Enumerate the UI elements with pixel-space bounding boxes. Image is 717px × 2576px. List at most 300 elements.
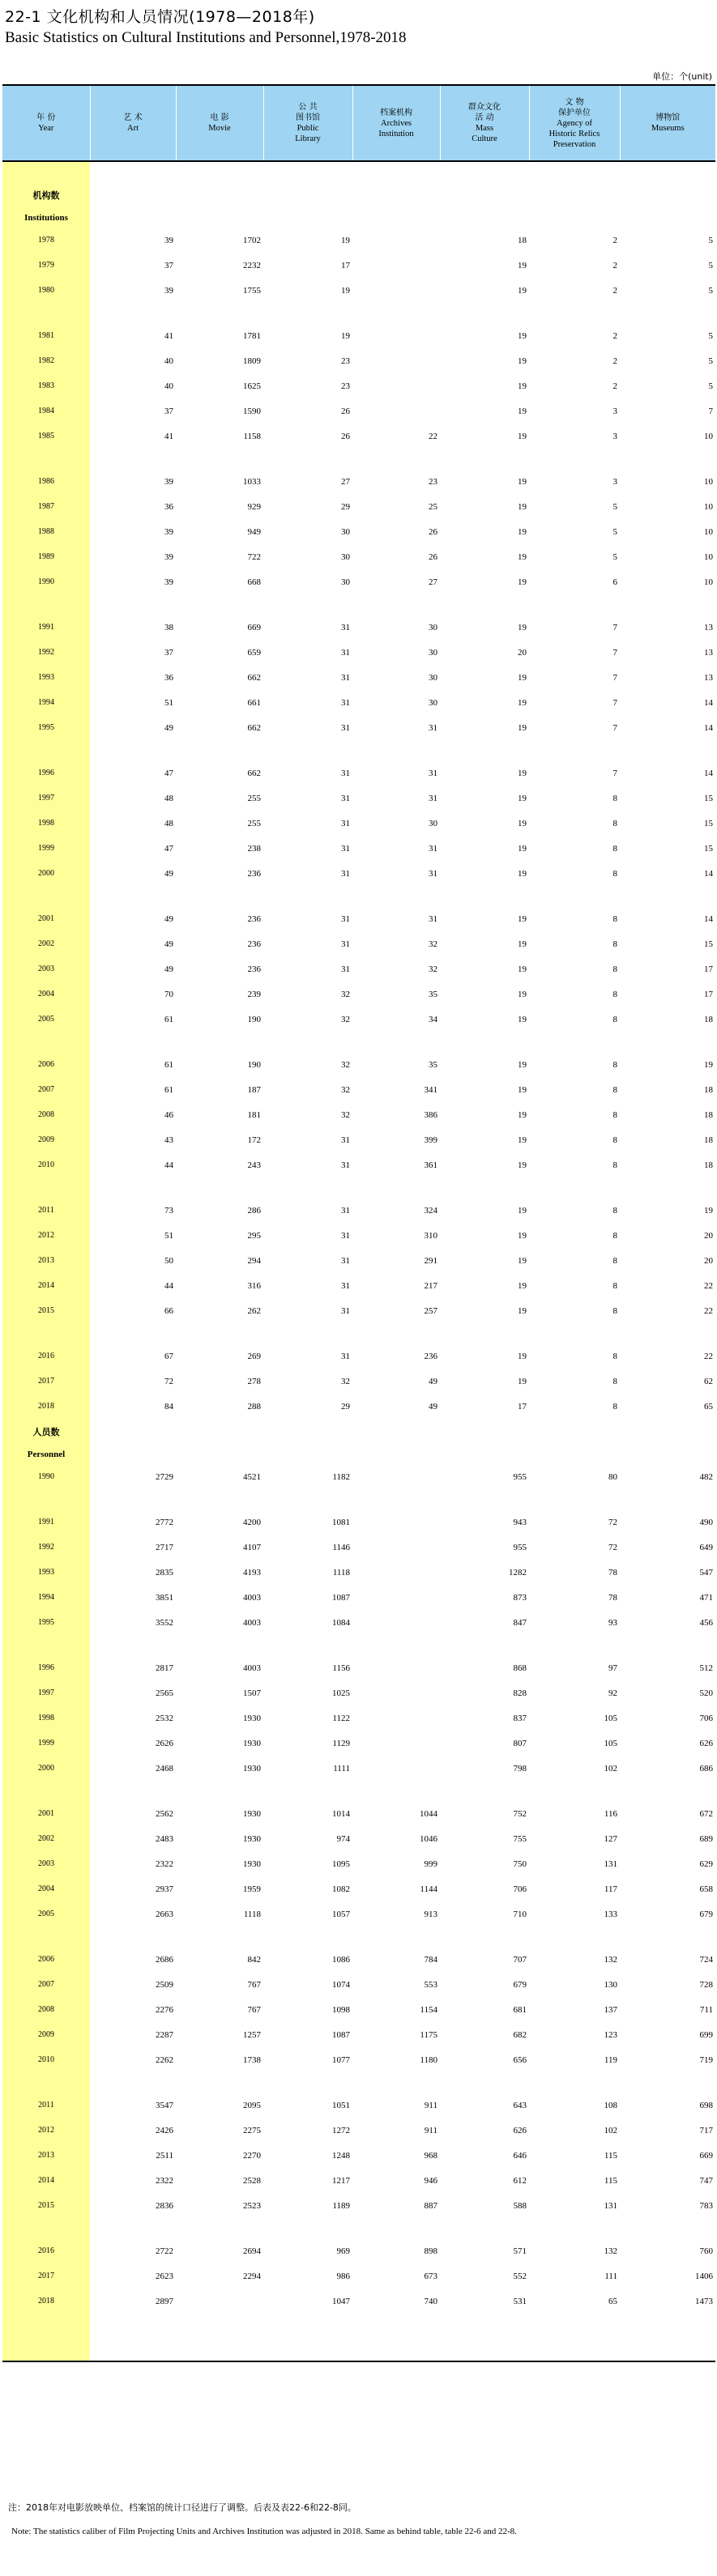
table-row: [2, 2093, 715, 2118]
value-cell: 1755: [243, 285, 261, 296]
value-cell: 2262: [156, 2054, 173, 2065]
value-cell: 19: [518, 1014, 527, 1024]
table-row: [2, 2022, 715, 2047]
value-cell: [352, 373, 440, 398]
value-cell: 1047: [332, 2296, 350, 2306]
value-cell: 32: [341, 1109, 350, 1120]
value-cell: 2562: [156, 1808, 173, 1819]
year-cell: 1994: [2, 1585, 90, 1610]
value-cell: 41: [164, 330, 173, 341]
value-cell: 8: [612, 1160, 617, 1170]
value-cell: 278: [247, 1376, 261, 1386]
value-cell: 15: [704, 843, 713, 854]
value-cell: 62: [704, 1376, 713, 1386]
value-cell: 1189: [332, 2200, 350, 2211]
section-heading: Institutions: [2, 207, 90, 228]
value-cell: 17: [704, 964, 713, 974]
value-cell: 1084: [332, 1617, 350, 1628]
value-cell: 84: [164, 1401, 173, 1411]
value-cell: 19: [518, 622, 527, 632]
value-cell: 1272: [332, 2125, 350, 2135]
value-cell: 131: [604, 2200, 617, 2211]
column-header: [620, 85, 715, 161]
value-cell: 19: [518, 1376, 527, 1386]
value-cell: 659: [247, 647, 261, 658]
value-cell: 5: [708, 330, 713, 341]
value-cell: 5: [612, 551, 617, 562]
value-cell: 1074: [332, 1979, 350, 1990]
value-cell: 10: [704, 577, 713, 587]
value-cell: 1930: [243, 1833, 261, 1844]
table-row: [2, 931, 715, 956]
year-cell: 1992: [2, 640, 90, 665]
value-cell: 31: [429, 768, 437, 778]
value-cell: 1095: [332, 1859, 350, 1869]
value-cell: 646: [513, 2150, 527, 2161]
value-cell: 471: [699, 1592, 713, 1603]
table-row: [2, 1007, 715, 1032]
value-cell: 807: [513, 1738, 527, 1748]
value-cell: 10: [704, 501, 713, 512]
value-cell: 552: [513, 2271, 527, 2281]
value-cell: 40: [164, 381, 173, 391]
table-row: [2, 1052, 715, 1077]
value-cell: 8: [612, 793, 617, 803]
value-cell: 1702: [243, 235, 261, 245]
value-cell: [352, 1610, 440, 1635]
value-cell: 361: [424, 1160, 437, 1170]
value-cell: 19: [518, 1230, 527, 1241]
value-cell: 26: [429, 526, 437, 537]
value-cell: 662: [247, 768, 261, 778]
year-cell: 1996: [2, 760, 90, 786]
value-cell: 1473: [695, 2296, 713, 2306]
value-cell: 105: [604, 1738, 617, 1748]
value-cell: 2836: [156, 2200, 173, 2211]
value-cell: 19: [518, 356, 527, 366]
value-cell: 1930: [243, 1808, 261, 1819]
value-cell: 19: [518, 793, 527, 803]
year-cell: 1998: [2, 1705, 90, 1731]
year-cell: 1995: [2, 1610, 90, 1635]
value-cell: 2095: [243, 2100, 261, 2110]
value-cell: 44: [164, 1160, 173, 1170]
table-row: [2, 760, 715, 786]
value-cell: 2: [612, 330, 617, 341]
value-cell: 1086: [332, 1954, 350, 1965]
value-cell: 629: [699, 1859, 713, 1869]
value-cell: 2937: [156, 1884, 173, 1894]
value-cell: 7: [612, 768, 617, 778]
value-cell: 19: [518, 1135, 527, 1145]
value-cell: 19: [704, 1205, 713, 1216]
value-cell: 34: [429, 1014, 437, 1024]
spacer-row: [2, 303, 715, 323]
year-cell: 2014: [2, 1273, 90, 1298]
value-cell: 2686: [156, 1954, 173, 1965]
value-cell: 2694: [243, 2246, 261, 2256]
value-cell: 968: [424, 2150, 437, 2161]
value-cell: 30: [341, 551, 350, 562]
value-cell: 2897: [156, 2296, 173, 2306]
year-cell: 2016: [2, 1343, 90, 1369]
value-cell: 2626: [156, 1738, 173, 1748]
value-cell: 31: [341, 768, 350, 778]
value-cell: 35: [429, 989, 437, 999]
section-heading: Personnel: [2, 1444, 90, 1464]
year-cell: 1987: [2, 494, 90, 519]
value-cell: 2270: [243, 2150, 261, 2161]
table-row: [2, 665, 715, 690]
table-row: [2, 494, 715, 519]
table-row: [2, 228, 715, 253]
value-cell: 286: [247, 1205, 261, 1216]
value-cell: 2426: [156, 2125, 173, 2135]
value-cell: 19: [704, 1059, 713, 1070]
column-header-cn: 档案机构: [380, 108, 412, 117]
section-heading-row: [2, 1444, 715, 1464]
value-cell: 19: [518, 501, 527, 512]
value-cell: 115: [604, 2175, 617, 2186]
value-cell: 49: [164, 964, 173, 974]
year-cell: 2010: [2, 2047, 90, 2072]
value-cell: 1014: [332, 1808, 350, 1819]
value-cell: 2523: [243, 2200, 261, 2211]
value-cell: 955: [513, 1542, 527, 1552]
value-cell: 5: [612, 501, 617, 512]
value-cell: 102: [604, 1763, 617, 1773]
value-cell: 8: [612, 1230, 617, 1241]
value-cell: 22: [704, 1351, 713, 1361]
value-cell: 1156: [332, 1663, 350, 1673]
table-row: [2, 253, 715, 278]
value-cell: 294: [247, 1255, 261, 1266]
value-cell: 8: [612, 1255, 617, 1266]
value-cell: 32: [341, 989, 350, 999]
spacer-row: [2, 2072, 715, 2093]
value-cell: 2: [612, 285, 617, 296]
table-row: [2, 1198, 715, 1223]
value-cell: 1118: [243, 1909, 261, 1919]
value-cell: 19: [518, 722, 527, 733]
value-cell: 707: [513, 1954, 527, 1965]
value-cell: 740: [424, 2296, 437, 2306]
table-row: [2, 1535, 715, 1560]
value-cell: 2729: [156, 1471, 173, 1482]
value-cell: 969: [336, 2246, 350, 2256]
table-row: [2, 323, 715, 348]
table-row: [2, 861, 715, 886]
value-cell: 2: [612, 356, 617, 366]
value-cell: 19: [518, 330, 527, 341]
value-cell: 1930: [243, 1713, 261, 1723]
value-cell: 26: [341, 406, 350, 416]
value-cell: 72: [608, 1517, 617, 1527]
column-header-en: Public Library: [295, 124, 321, 143]
value-cell: 31: [341, 647, 350, 658]
value-cell: 26: [429, 551, 437, 562]
table-row: [2, 1152, 715, 1177]
year-cell: 2004: [2, 1876, 90, 1901]
table-row: [2, 348, 715, 373]
value-cell: 689: [699, 1833, 713, 1844]
value-cell: 316: [247, 1280, 261, 1291]
value-cell: 324: [424, 1205, 437, 1216]
value-cell: 7: [612, 722, 617, 733]
value-cell: 44: [164, 1280, 173, 1291]
unit-label: 单位：个(unit): [652, 71, 712, 82]
value-cell: [352, 1560, 440, 1585]
value-cell: 946: [424, 2175, 437, 2186]
value-cell: 15: [704, 818, 713, 828]
value-cell: 1077: [332, 2054, 350, 2065]
value-cell: 32: [341, 1376, 350, 1386]
value-cell: 40: [164, 356, 173, 366]
year-cell: 1988: [2, 519, 90, 544]
value-cell: 61: [164, 1014, 173, 1024]
table-row: [2, 1585, 715, 1610]
value-cell: 131: [604, 1859, 617, 1869]
year-cell: 1989: [2, 544, 90, 569]
value-cell: 8: [612, 1305, 617, 1316]
value-cell: 8: [612, 1084, 617, 1095]
year-cell: 2006: [2, 1052, 90, 1077]
value-cell: 257: [424, 1305, 437, 1316]
value-cell: 32: [429, 964, 437, 974]
column-header-en: Agency of Historic Relics Preservation: [548, 118, 600, 149]
value-cell: 999: [424, 1859, 437, 1869]
year-cell: 1997: [2, 1680, 90, 1705]
table-row: [2, 2238, 715, 2263]
table-row: [2, 906, 715, 931]
value-cell: [352, 1655, 440, 1680]
year-cell: 2017: [2, 2263, 90, 2289]
year-cell: 1998: [2, 811, 90, 836]
value-cell: [352, 1509, 440, 1535]
value-cell: 31: [341, 818, 350, 828]
table-row: [2, 1464, 715, 1489]
value-cell: 19: [341, 235, 350, 245]
value-cell: 295: [247, 1230, 261, 1241]
value-cell: 2275: [243, 2125, 261, 2135]
value-cell: 3851: [156, 1592, 173, 1603]
value-cell: 35: [429, 1059, 437, 1070]
value-cell: [352, 228, 440, 253]
table-row: [2, 1369, 715, 1394]
value-cell: 133: [604, 1909, 617, 1919]
table-row: [2, 1801, 715, 1826]
value-cell: 291: [424, 1255, 437, 1266]
value-cell: 1590: [243, 406, 261, 416]
value-cell: 31: [341, 622, 350, 632]
value-cell: 681: [513, 2004, 527, 2015]
table-header-row: [2, 85, 715, 161]
value-cell: 123: [604, 2029, 617, 2040]
value-cell: 5: [708, 285, 713, 296]
year-cell: 1996: [2, 1655, 90, 1680]
value-cell: 20: [518, 647, 527, 658]
year-cell: 2017: [2, 1369, 90, 1394]
value-cell: 752: [513, 1808, 527, 1819]
value-cell: 39: [164, 285, 173, 296]
year-cell: 1986: [2, 469, 90, 494]
value-cell: 30: [429, 647, 437, 658]
value-cell: 132: [604, 1954, 617, 1965]
value-cell: 236: [424, 1351, 437, 1361]
value-cell: 1087: [332, 1592, 350, 1603]
value-cell: 728: [699, 1979, 713, 1990]
year-cell: 1978: [2, 228, 90, 253]
year-cell: 2003: [2, 1851, 90, 1876]
column-header-cn: 公 共 图书馆: [296, 103, 320, 122]
value-cell: 386: [424, 1109, 437, 1120]
table-row: [2, 836, 715, 861]
value-cell: 1257: [243, 2029, 261, 2040]
year-cell: 2000: [2, 861, 90, 886]
year-cell: 1984: [2, 398, 90, 424]
value-cell: 132: [604, 2246, 617, 2256]
value-cell: 717: [699, 2125, 713, 2135]
value-cell: 698: [699, 2100, 713, 2110]
value-cell: 547: [699, 1567, 713, 1578]
value-cell: [352, 323, 440, 348]
value-cell: 31: [429, 722, 437, 733]
value-cell: 17: [704, 989, 713, 999]
value-cell: 626: [513, 2125, 527, 2135]
value-cell: 8: [612, 1059, 617, 1070]
value-cell: 1282: [509, 1567, 527, 1578]
year-cell: 2011: [2, 1198, 90, 1223]
value-cell: 19: [518, 431, 527, 441]
value-cell: 661: [247, 697, 261, 708]
value-cell: 3: [612, 476, 617, 487]
value-cell: 31: [341, 1160, 350, 1170]
year-cell: 1982: [2, 348, 90, 373]
value-cell: 8: [612, 1401, 617, 1411]
value-cell: 520: [699, 1688, 713, 1698]
value-cell: 31: [341, 722, 350, 733]
value-cell: 19: [518, 1305, 527, 1316]
value-cell: 2: [612, 260, 617, 270]
value-cell: 19: [518, 381, 527, 391]
value-cell: 456: [699, 1617, 713, 1628]
value-cell: 48: [164, 793, 173, 803]
value-cell: 49: [164, 913, 173, 924]
table-row: [2, 2118, 715, 2143]
value-cell: 1046: [420, 1833, 437, 1844]
value-cell: 19: [518, 843, 527, 854]
value-cell: 19: [518, 672, 527, 683]
table-row: [2, 2047, 715, 2072]
value-cell: 1033: [243, 476, 261, 487]
value-cell: 190: [247, 1059, 261, 1070]
value-cell: 10: [704, 551, 713, 562]
value-cell: 649: [699, 1542, 713, 1552]
value-cell: 662: [247, 672, 261, 683]
value-cell: 8: [612, 1014, 617, 1024]
value-cell: 47: [164, 768, 173, 778]
value-cell: 1781: [243, 330, 261, 341]
value-cell: 19: [518, 1160, 527, 1170]
year-cell: 1997: [2, 786, 90, 811]
value-cell: 14: [704, 697, 713, 708]
value-cell: 2817: [156, 1663, 173, 1673]
year-cell: 1992: [2, 1535, 90, 1560]
value-cell: 1180: [420, 2054, 437, 2065]
table-row: [2, 544, 715, 569]
table-row: [2, 786, 715, 811]
value-cell: 755: [513, 1833, 527, 1844]
value-cell: 2532: [156, 1713, 173, 1723]
value-cell: 1625: [243, 381, 261, 391]
value-cell: 30: [429, 622, 437, 632]
value-cell: 19: [518, 1205, 527, 1216]
table-row: [2, 424, 715, 449]
value-cell: 1809: [243, 356, 261, 366]
value-cell: 43: [164, 1135, 173, 1145]
year-cell: 2004: [2, 981, 90, 1007]
value-cell: 14: [704, 868, 713, 879]
value-cell: 571: [513, 2246, 527, 2256]
value-cell: 49: [429, 1376, 437, 1386]
table-row: [2, 1731, 715, 1756]
value-cell: 20: [704, 1255, 713, 1266]
value-cell: 51: [164, 697, 173, 708]
value-cell: 18: [518, 235, 527, 245]
value-cell: 5: [612, 526, 617, 537]
value-cell: 50: [164, 1255, 173, 1266]
value-cell: 7: [612, 697, 617, 708]
value-cell: 1930: [243, 1763, 261, 1773]
value-cell: 2468: [156, 1763, 173, 1773]
statistics-table: [2, 84, 715, 2362]
value-cell: [352, 1756, 440, 1781]
value-cell: 887: [424, 2200, 437, 2211]
table-row: [2, 1947, 715, 1972]
value-cell: 130: [604, 1979, 617, 1990]
column-header-cn: 群众文化 活 动: [468, 103, 501, 122]
value-cell: 31: [341, 868, 350, 879]
value-cell: 1959: [243, 1884, 261, 1894]
table-row: [2, 569, 715, 594]
table-row: [2, 956, 715, 981]
value-cell: 31: [341, 843, 350, 854]
value-cell: 72: [164, 1376, 173, 1386]
value-cell: 31: [341, 1305, 350, 1316]
value-cell: 15: [704, 793, 713, 803]
value-cell: 847: [513, 1617, 527, 1628]
value-cell: 767: [247, 2004, 261, 2015]
year-cell: 2012: [2, 1223, 90, 1248]
value-cell: 92: [608, 1688, 617, 1698]
value-cell: 1406: [695, 2271, 713, 2281]
value-cell: 482: [699, 1471, 713, 1482]
value-cell: 65: [704, 1401, 713, 1411]
year-cell: 1980: [2, 278, 90, 303]
value-cell: 116: [604, 1808, 617, 1819]
value-cell: 23: [341, 356, 350, 366]
spacer-row: [2, 2314, 715, 2361]
spacer-row: [2, 1177, 715, 1198]
value-cell: 30: [429, 697, 437, 708]
table-row: [2, 1509, 715, 1535]
column-header: [352, 85, 440, 161]
value-cell: 111: [604, 2271, 617, 2281]
value-cell: 668: [247, 577, 261, 587]
value-cell: 39: [164, 551, 173, 562]
value-cell: 1154: [420, 2004, 437, 2015]
value-cell: [352, 278, 440, 303]
